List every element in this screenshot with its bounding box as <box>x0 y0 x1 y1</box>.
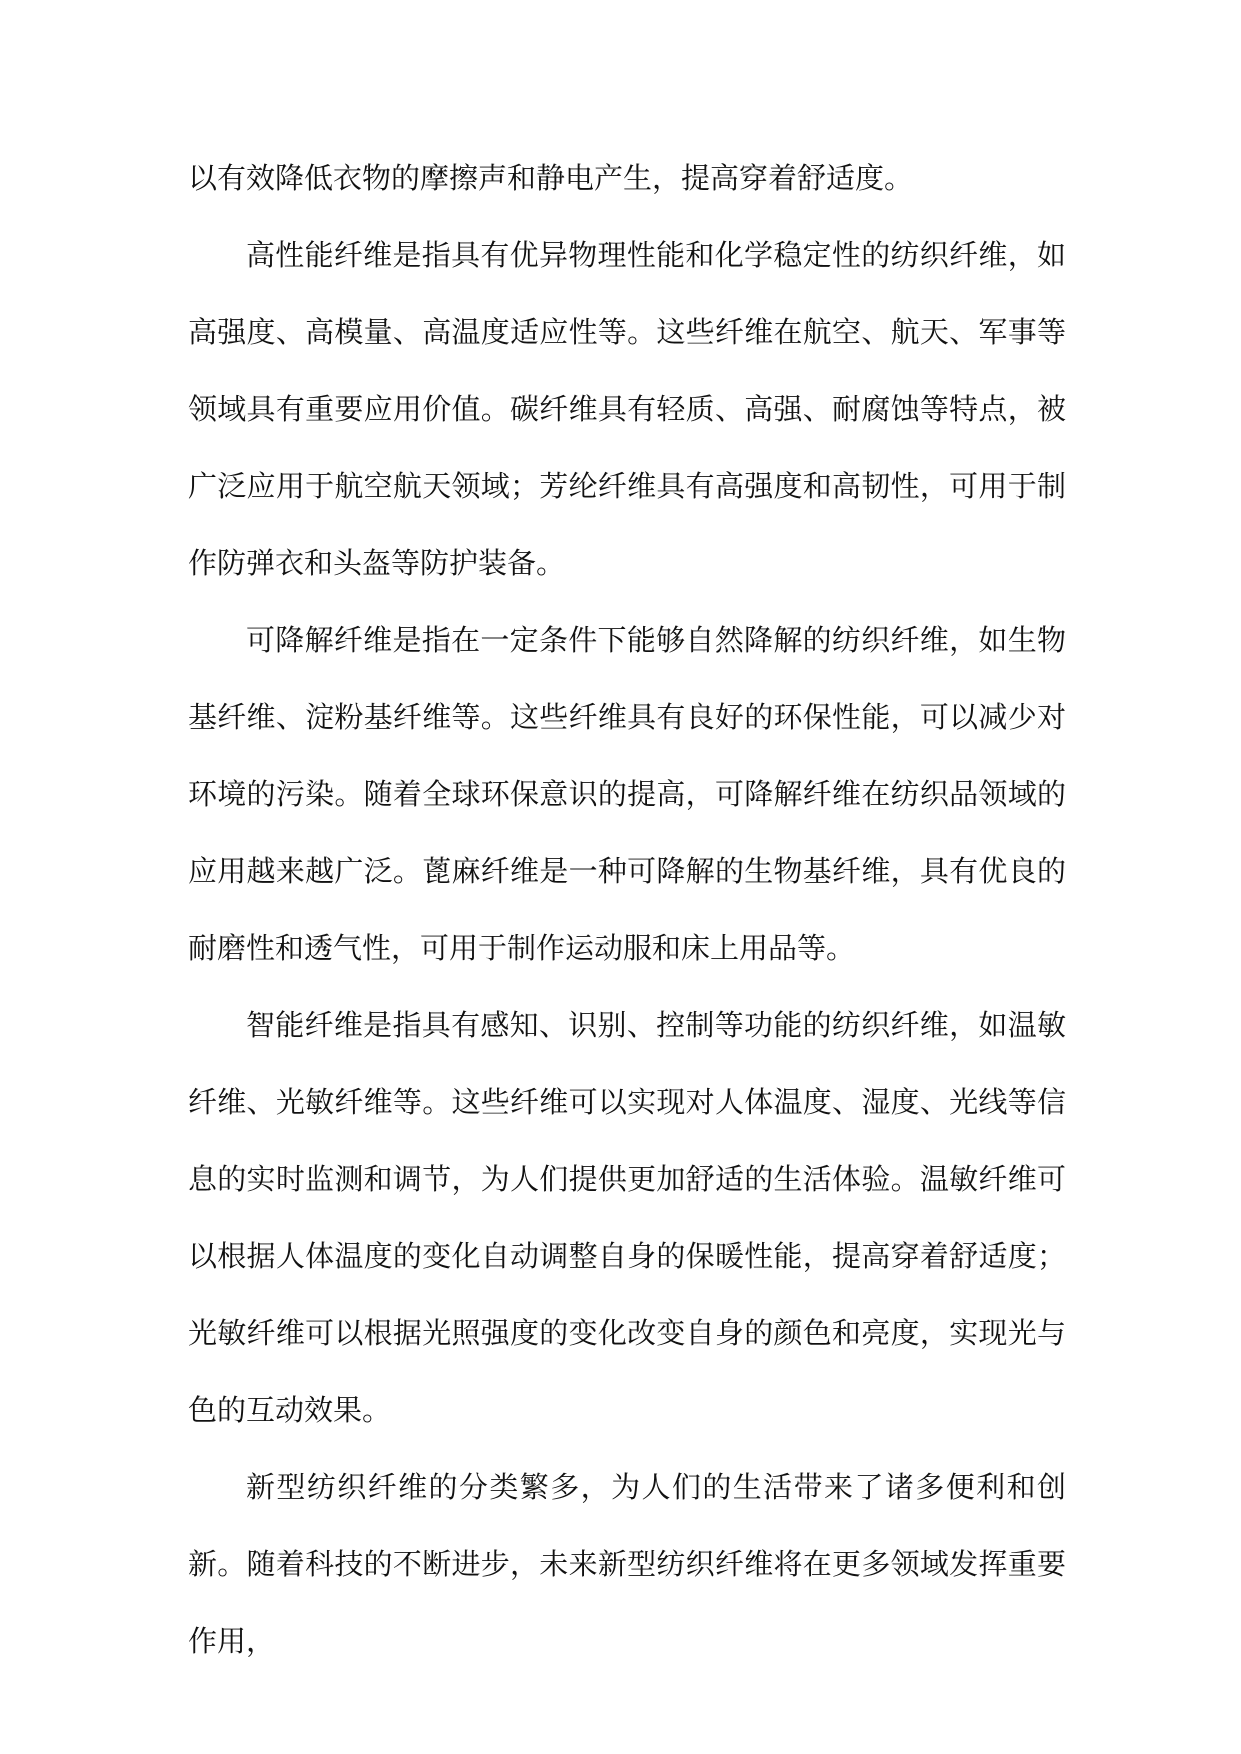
paragraph-degradable-fiber: 可降解纤维是指在一定条件下能够自然降解的纺织纤维，如生物基纤维、淀粉基纤维等。这些纤维具有良好的环保性能，可以减少对环境的污染。随着全球环保意识的提高，可降解纤维在纺织品领域的应用越来越广泛。蓖麻纤维是一种可降解的生物基纤维，具有优良的耐磨性和透气性，可用于制作运动服和床上用品等。 <box>188 623 1066 965</box>
paragraph-high-performance-fiber: 高性能纤维是指具有优异物理性能和化学稳定性的纺织纤维，如高强度、高模量、高温度适应性等。这些纤维在航空、航天、军事等领域具有重要应用价值。碳纤维具有轻质、高强、耐腐蚀等特点，被广泛应用于航空航天领域；芳纶纤维具有高强度和高韧性，可用于制作防弹衣和头盔等防护装备。 <box>188 238 1066 580</box>
paragraph-smart-fiber: 智能纤维是指具有感知、识别、控制等功能的纺织纤维，如温敏纤维、光敏纤维等。这些纤维可以实现对人体温度、湿度、光线等信息的实时监测和调节，为人们提供更加舒适的生活体验。温敏纤维可以根据人体温度的变化自动调整自身的保暖性能，提高穿着舒适度；光敏纤维可以根据光照强度的变化改变自身的颜色和亮度，实现光与色的互动效果。 <box>188 1008 1066 1427</box>
paragraph-continuation: 以有效降低衣物的摩擦声和静电产生，提高穿着舒适度。 <box>188 161 914 195</box>
paragraph-summary: 新型纺织纤维的分类繁多，为人们的生活带来了诸多便利和创新。随着科技的不断进步，未来新型纺织纤维将在更多领域发挥重要作用， <box>188 1470 1066 1658</box>
body-text <box>188 140 1066 1680</box>
